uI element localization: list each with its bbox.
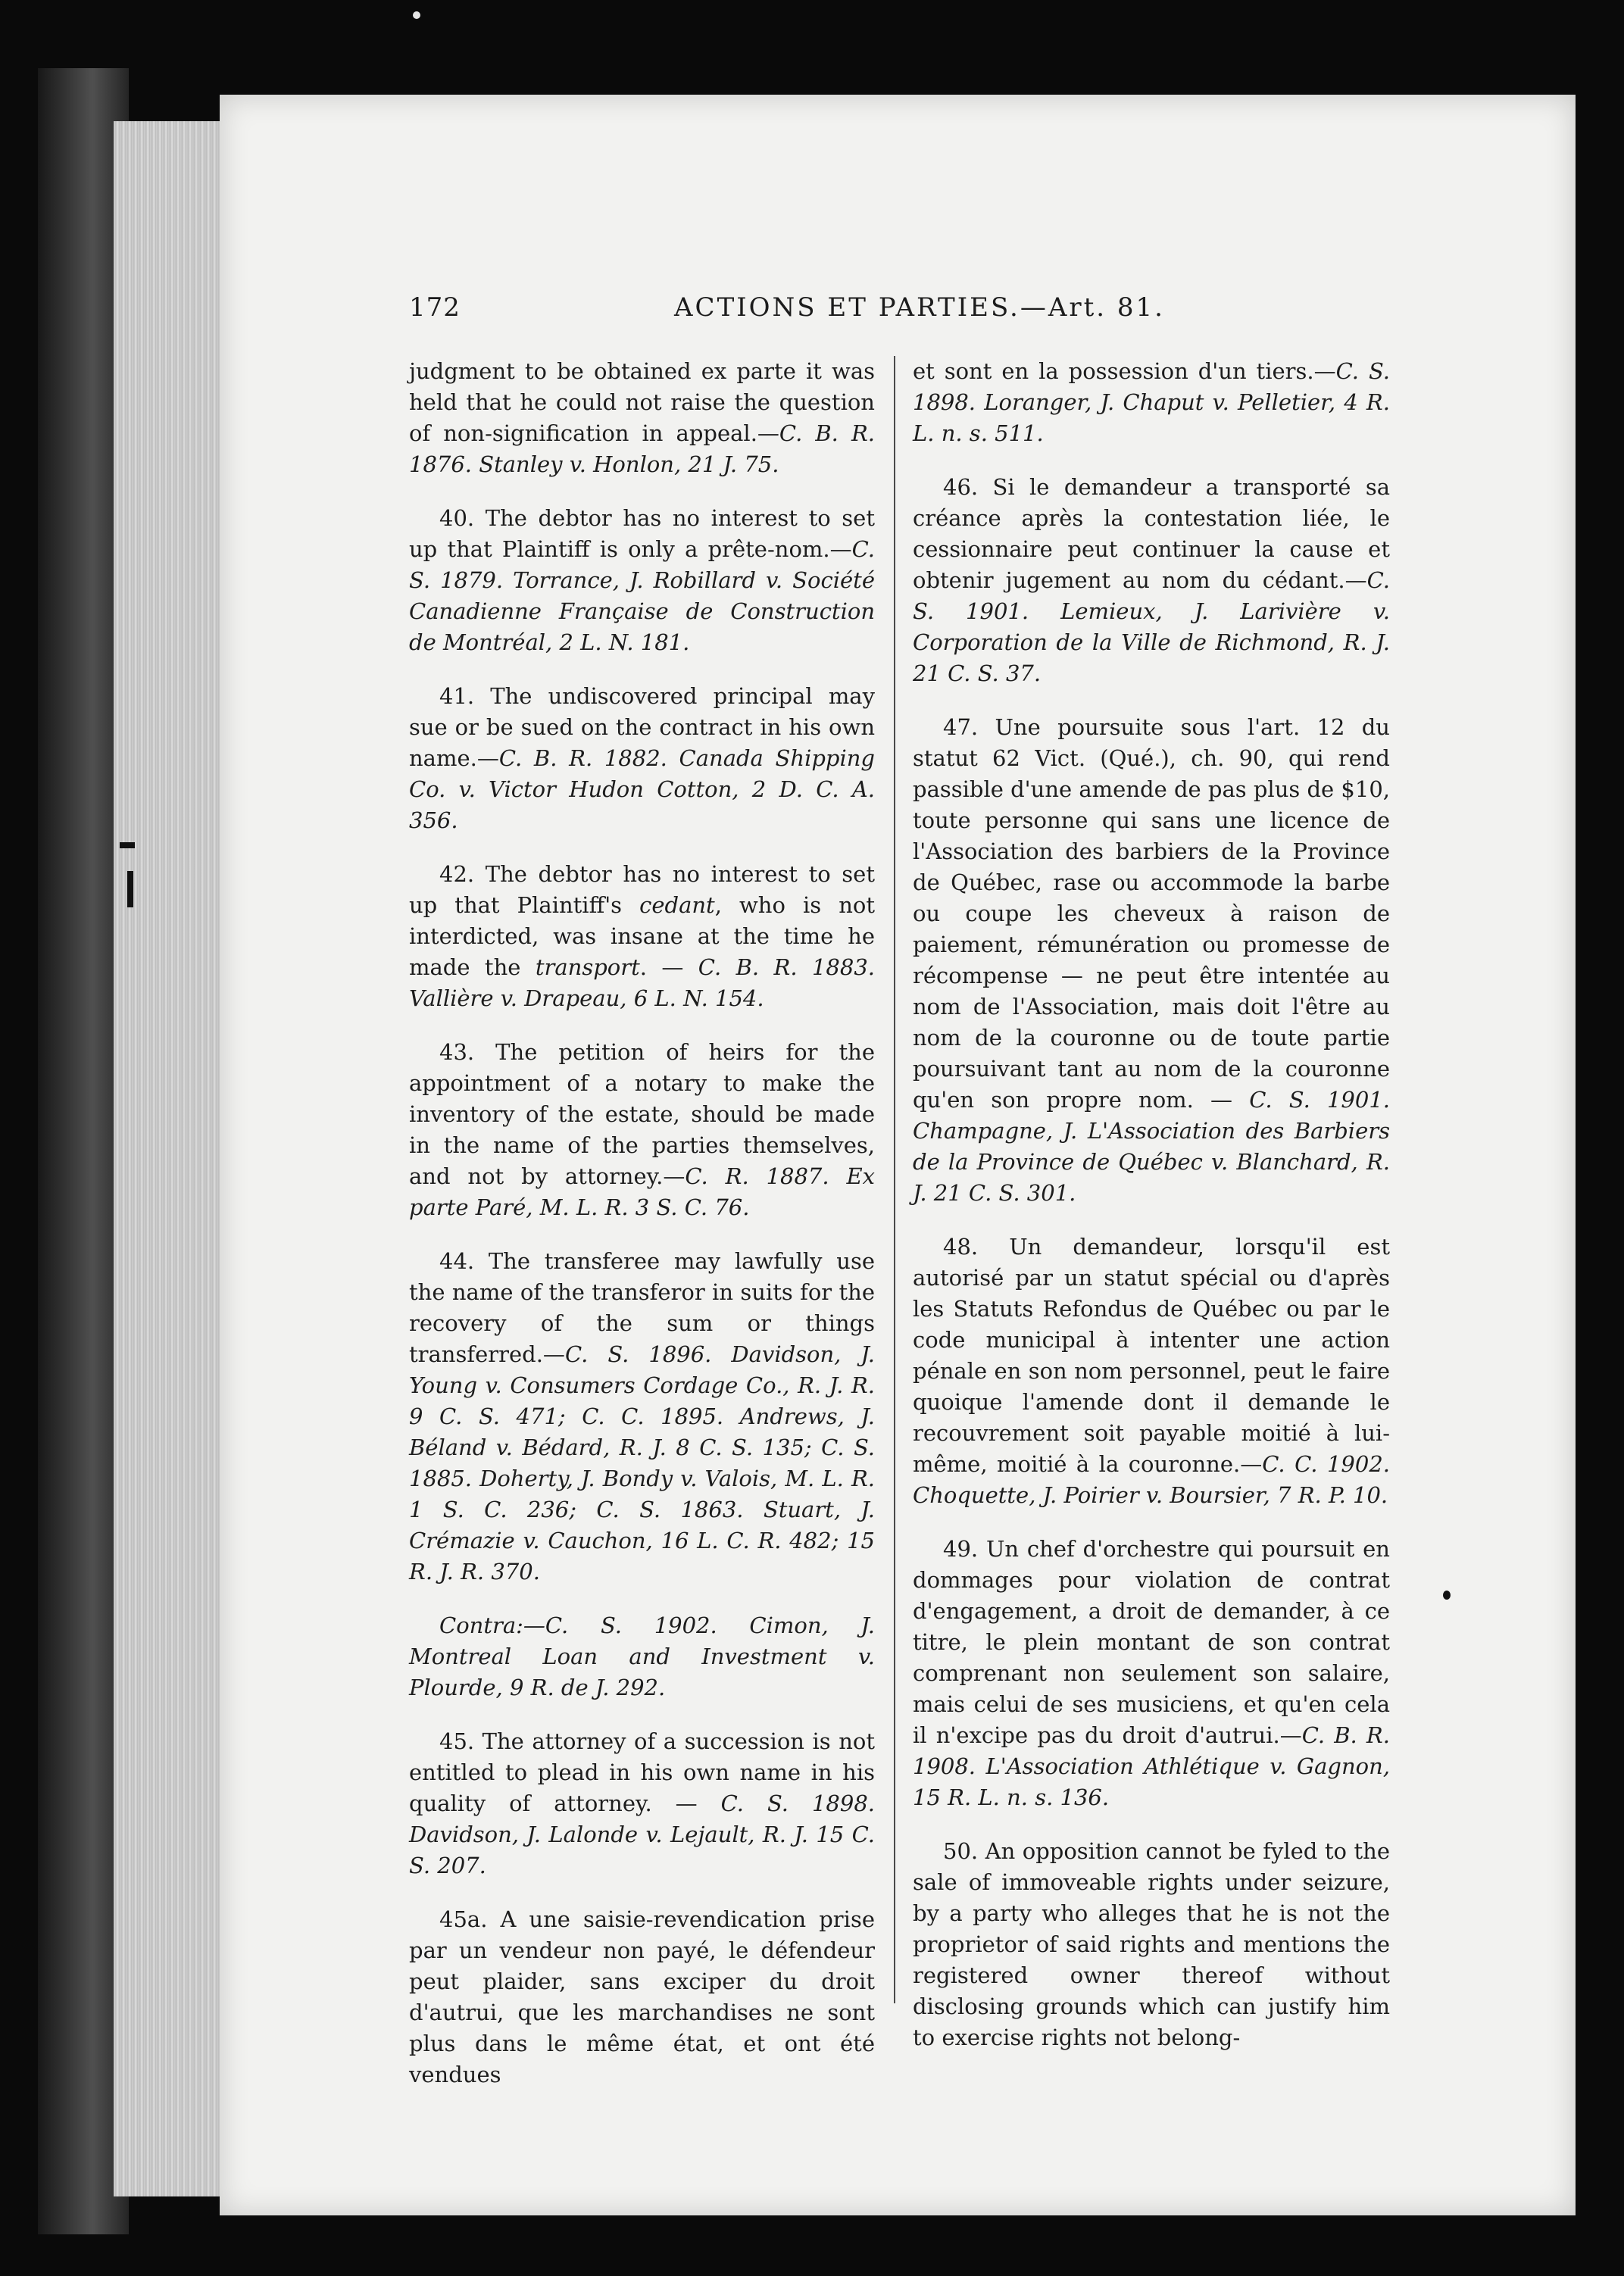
entry-47 <box>913 712 1390 1209</box>
entry-text: . — <box>639 954 698 980</box>
entry-text: 46. Si le demandeur a transporté sa créance après la contestation liée, le cessionnaire peut continuer la cause et obtenir jugement au nom du cédant.— <box>913 474 1390 593</box>
entry-43 <box>409 1037 875 1223</box>
left-column <box>409 356 875 2113</box>
entry-citation: C. B. R. 1876. Stanley v. Honlon, 21 J. 75. <box>409 420 875 477</box>
running-title: ACTIONS ET PARTIES.—Art. 81. <box>674 292 1165 323</box>
entry-49 <box>913 1534 1390 1813</box>
entry-text: 45a. A une saisie-revendication prise par un vendeur non payé, le défendeur peut plaider, sans exciper du droit d'autrui, que les marchandises ne sont plus dans le même état, et ont été vendues <box>409 1906 875 2087</box>
entry-41 <box>409 681 875 836</box>
entry-citation: C. S. 1896. Davidson, J. Young v. Consumers Cordage Co., R. J. R. 9 C. S. 471; C. C. 1895. Andrews, J. Béland v. Bédard, R. J. 8 C. S. 135; C. S. 1885. Doherty, J. Bondy v. Valois, M. L. R. 1 S. C. 236; C. S. 1863. Stuart, J. Crémazie v. Cauchon, 16 L. C. R. 482; 15 R. J. R. 370. <box>409 1341 875 1584</box>
entry-45a-continuation <box>913 356 1390 449</box>
entry-text: 41. The undiscovered principal may sue or be sued on the contract in his own name.— <box>409 683 875 771</box>
scan-speck <box>1443 1591 1451 1600</box>
entry-text: 42. The debtor has no interest to set up that Plaintiff's <box>409 861 875 918</box>
entry-citation: C. B. R. 1908. L'Association Athlétique v. Gagnon, 15 R. L. n. s. 136. <box>913 1722 1390 1810</box>
contra-label: Contra:— <box>439 1613 545 1638</box>
entry-42 <box>409 859 875 1014</box>
entry-50 <box>913 1836 1390 2053</box>
entry-term: cedant <box>639 892 715 918</box>
entry-citation: C. R. 1887. Ex parte Paré, M. L. R. 3 S. C. 76. <box>409 1163 875 1220</box>
entry-term: transport <box>535 954 640 980</box>
page-edges <box>114 121 227 2196</box>
entry-44 <box>409 1246 875 1588</box>
column-rule <box>894 356 895 2003</box>
entry-text: 48. Un demandeur, lorsqu'il est autorisé par un statut spécial ou d'après les Statuts Refondus de Québec ou par le code municipal à intenter une action pénale en son nom personnel, peut le faire quoique l'amende dont il demande le recouvrement soit payable moitié à lui-même, moitié à la couronne.— <box>913 1234 1390 1477</box>
entry-text: 45. The attorney of a succession is not entitled to plead in his own name in his quality of attorney. — <box>409 1728 875 1816</box>
entry-text: 50. An opposition cannot be fyled to the sale of immoveable rights under seizure, by a party who alleges that he is not the proprietor of said rights and mentions the registered owner thereof without disclosing grounds which can justify him to exercise rights not belong- <box>913 1838 1390 2050</box>
entry-citation: C. S. 1879. Torrance, J. Robillard v. Société Canadienne Française de Construction de Montréal, 2 L. N. 181. <box>409 536 875 655</box>
edge-mark <box>120 842 135 848</box>
entry-citation: C. C. 1902. Choquette, J. Poirier v. Boursier, 7 R. P. 10. <box>913 1451 1390 1508</box>
entry-text: 47. Une poursuite sous l'art. 12 du statut 62 Vict. (Qué.), ch. 90, qui rend passible d'une amende de pas plus de $10, toute personne qui sans une licence de l'Association des barbiers de la Province de Québec, rase ou accommode la barbe ou coupe les cheveux à raison de paiement, rémunération ou promesse de récompense — ne peut être intentée au nom de l'Association, mais doit l'être au nom de la couronne ou de toute partie poursuivant tant au nom de la couronne qu'en son propre nom. — <box>913 714 1390 1113</box>
entry-citation: C. S. 1901. Lemieux, J. Larivière v. Corporation de la Ville de Richmond, R. J. 21 C. S. 37. <box>913 567 1390 686</box>
edge-mark <box>127 871 133 907</box>
right-column <box>913 356 1390 2076</box>
entry-39-continuation <box>409 356 875 480</box>
entry-text: et sont en la possession d'un tiers.— <box>913 358 1336 384</box>
scan-speck <box>413 11 420 19</box>
entry-45 <box>409 1726 875 1881</box>
entry-citation: C. S. 1898. Loranger, J. Chaput v. Pelletier, 4 R. L. n. s. 511. <box>913 358 1390 446</box>
entry-text: 49. Un chef d'orchestre qui poursuit en dommages pour violation de contrat d'engagement, a droit de demander, à ce titre, le plein montant de son contrat comprenant non seulement son salaire, mais celui de ses musiciens, et qu'en cela il n'excipe pas du droit d'autrui.— <box>913 1536 1390 1748</box>
entry-text: 44. The transferee may lawfully use the name of the transferor in suits for the recovery of the sum or things transferred.— <box>409 1248 875 1367</box>
entry-45a <box>409 1904 875 2090</box>
entry-44-contra <box>409 1610 875 1703</box>
entry-citation: C. S. 1898. Davidson, J. Lalonde v. Lejault, R. J. 15 C. S. 207. <box>409 1791 875 1878</box>
entry-40 <box>409 503 875 658</box>
entry-text: 40. The debtor has no interest to set up that Plaintiff is only a prête-nom.— <box>409 505 875 562</box>
entry-citation: C. S. 1901. Champagne, J. L'Association des Barbiers de la Province de Québec v. Blanchard, R. J. 21 C. S. 301. <box>913 1087 1390 1206</box>
entry-46 <box>913 472 1390 689</box>
page-number: 172 <box>409 292 461 323</box>
entry-citation: C. B. R. 1882. Canada Shipping Co. v. Victor Hudon Cotton, 2 D. C. A. 356. <box>409 745 875 833</box>
entry-text: judgment to be obtained ex parte it was held that he could not raise the question of non-signification in appeal.— <box>409 358 875 446</box>
entry-48 <box>913 1232 1390 1511</box>
entry-text: , who is not interdicted, was insane at the time he made the <box>409 892 875 980</box>
entry-citation: C. B. R. 1883. Vallière v. Drapeau, 6 L. N. 154. <box>409 954 876 1011</box>
entry-citation: C. S. 1902. Cimon, J. Montreal Loan and Investment v. Plourde, 9 R. de J. 292. <box>409 1613 875 1700</box>
entry-text: 43. The petition of heirs for the appointment of a notary to make the inventory of the estate, should be made in the name of the parties themselves, and not by attorney.— <box>409 1039 875 1189</box>
running-head <box>409 288 1409 333</box>
